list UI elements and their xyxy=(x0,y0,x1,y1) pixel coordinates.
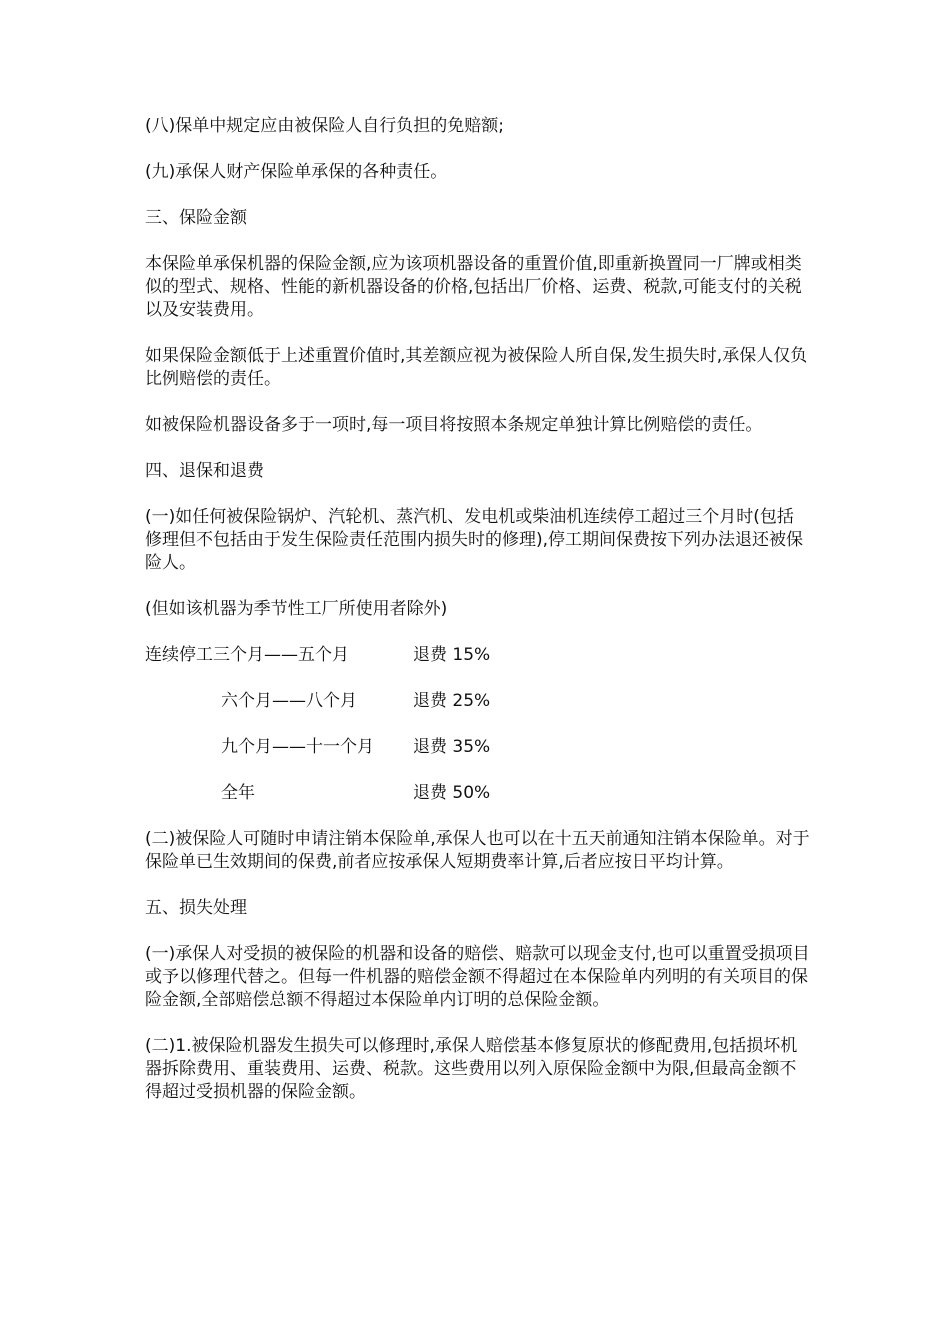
loss-clause-1: (一)承保人对受损的被保险的机器和设备的赔偿、赔款可以现金支付,也可以重置受损项目或予以修理代替之。但每一件机器的赔偿金额不得超过在本保险单内列明的有关项目的保险金额,全部赔偿总额不得超过本保险单内订明的总保险金额。 xyxy=(145,944,810,1010)
refund-rate: 退费 15% xyxy=(413,645,491,665)
seasonal-exception-note: (但如该机器为季节性工厂所使用者除外) xyxy=(145,599,448,619)
clause-9: (九)承保人财产保险单承保的各种责任。 xyxy=(145,162,448,182)
refund-table-row xyxy=(145,690,810,713)
refund-period: 全年 xyxy=(221,783,255,803)
section-heading-cancellation-refund: 四、退保和退费 xyxy=(145,461,264,481)
refund-period: 六个月——八个月 xyxy=(221,691,357,711)
clause-8: (八)保单中规定应由被保险人自行负担的免赔额; xyxy=(145,116,504,136)
refund-table-row xyxy=(145,644,810,667)
refund-rate: 退费 35% xyxy=(413,737,491,757)
refund-period: 九个月——十一个月 xyxy=(221,737,374,757)
section-heading-insured-amount: 三、保险金额 xyxy=(145,208,247,228)
refund-table-row xyxy=(145,736,810,759)
multiple-items-paragraph: 如被保险机器设备多于一项时,每一项目将按照本条规定单独计算比例赔偿的责任。 xyxy=(145,415,763,435)
refund-clause-1: (一)如任何被保险锅炉、汽轮机、蒸汽机、发电机或柴油机连续停工超过三个月时(包括修理但不包括由于发生保险责任范围内损失时的修理),停工期间保费按下列办法退还被保险人。 xyxy=(145,507,804,573)
underinsurance-paragraph: 如果保险金额低于上述重置价值时,其差额应视为被保险人所自保,发生损失时,承保人仅负比例赔偿的责任。 xyxy=(145,346,808,389)
refund-clause-2: (二)被保险人可随时申请注销本保险单,承保人也可以在十五天前通知注销本保险单。对于保险单已生效期间的保费,前者应按承保人短期费率计算,后者应按日平均计算。 xyxy=(145,829,810,872)
section-heading-loss-handling: 五、损失处理 xyxy=(145,898,247,918)
refund-table-row xyxy=(145,782,810,805)
insured-amount-paragraph: 本保险单承保机器的保险金额,应为该项机器设备的重置价值,即重新换置同一厂牌或相类似的型式、规格、性能的新机器设备的价格,包括出厂价格、运费、税款,可能支付的关税以及安装费用。 xyxy=(145,254,802,320)
refund-period: 连续停工三个月——五个月 xyxy=(145,645,349,665)
refund-rate: 退费 50% xyxy=(413,783,491,803)
loss-clause-2: (二)1.被保险机器发生损失可以修理时,承保人赔偿基本修复原状的修配费用,包括损坏机器拆除费用、重装费用、运费、税款。这些费用以列入原保险金额中为限,但最高金额不得超过受损机器的保险金额。 xyxy=(145,1036,798,1102)
refund-rate: 退费 25% xyxy=(413,691,491,711)
document-page xyxy=(145,115,810,1127)
